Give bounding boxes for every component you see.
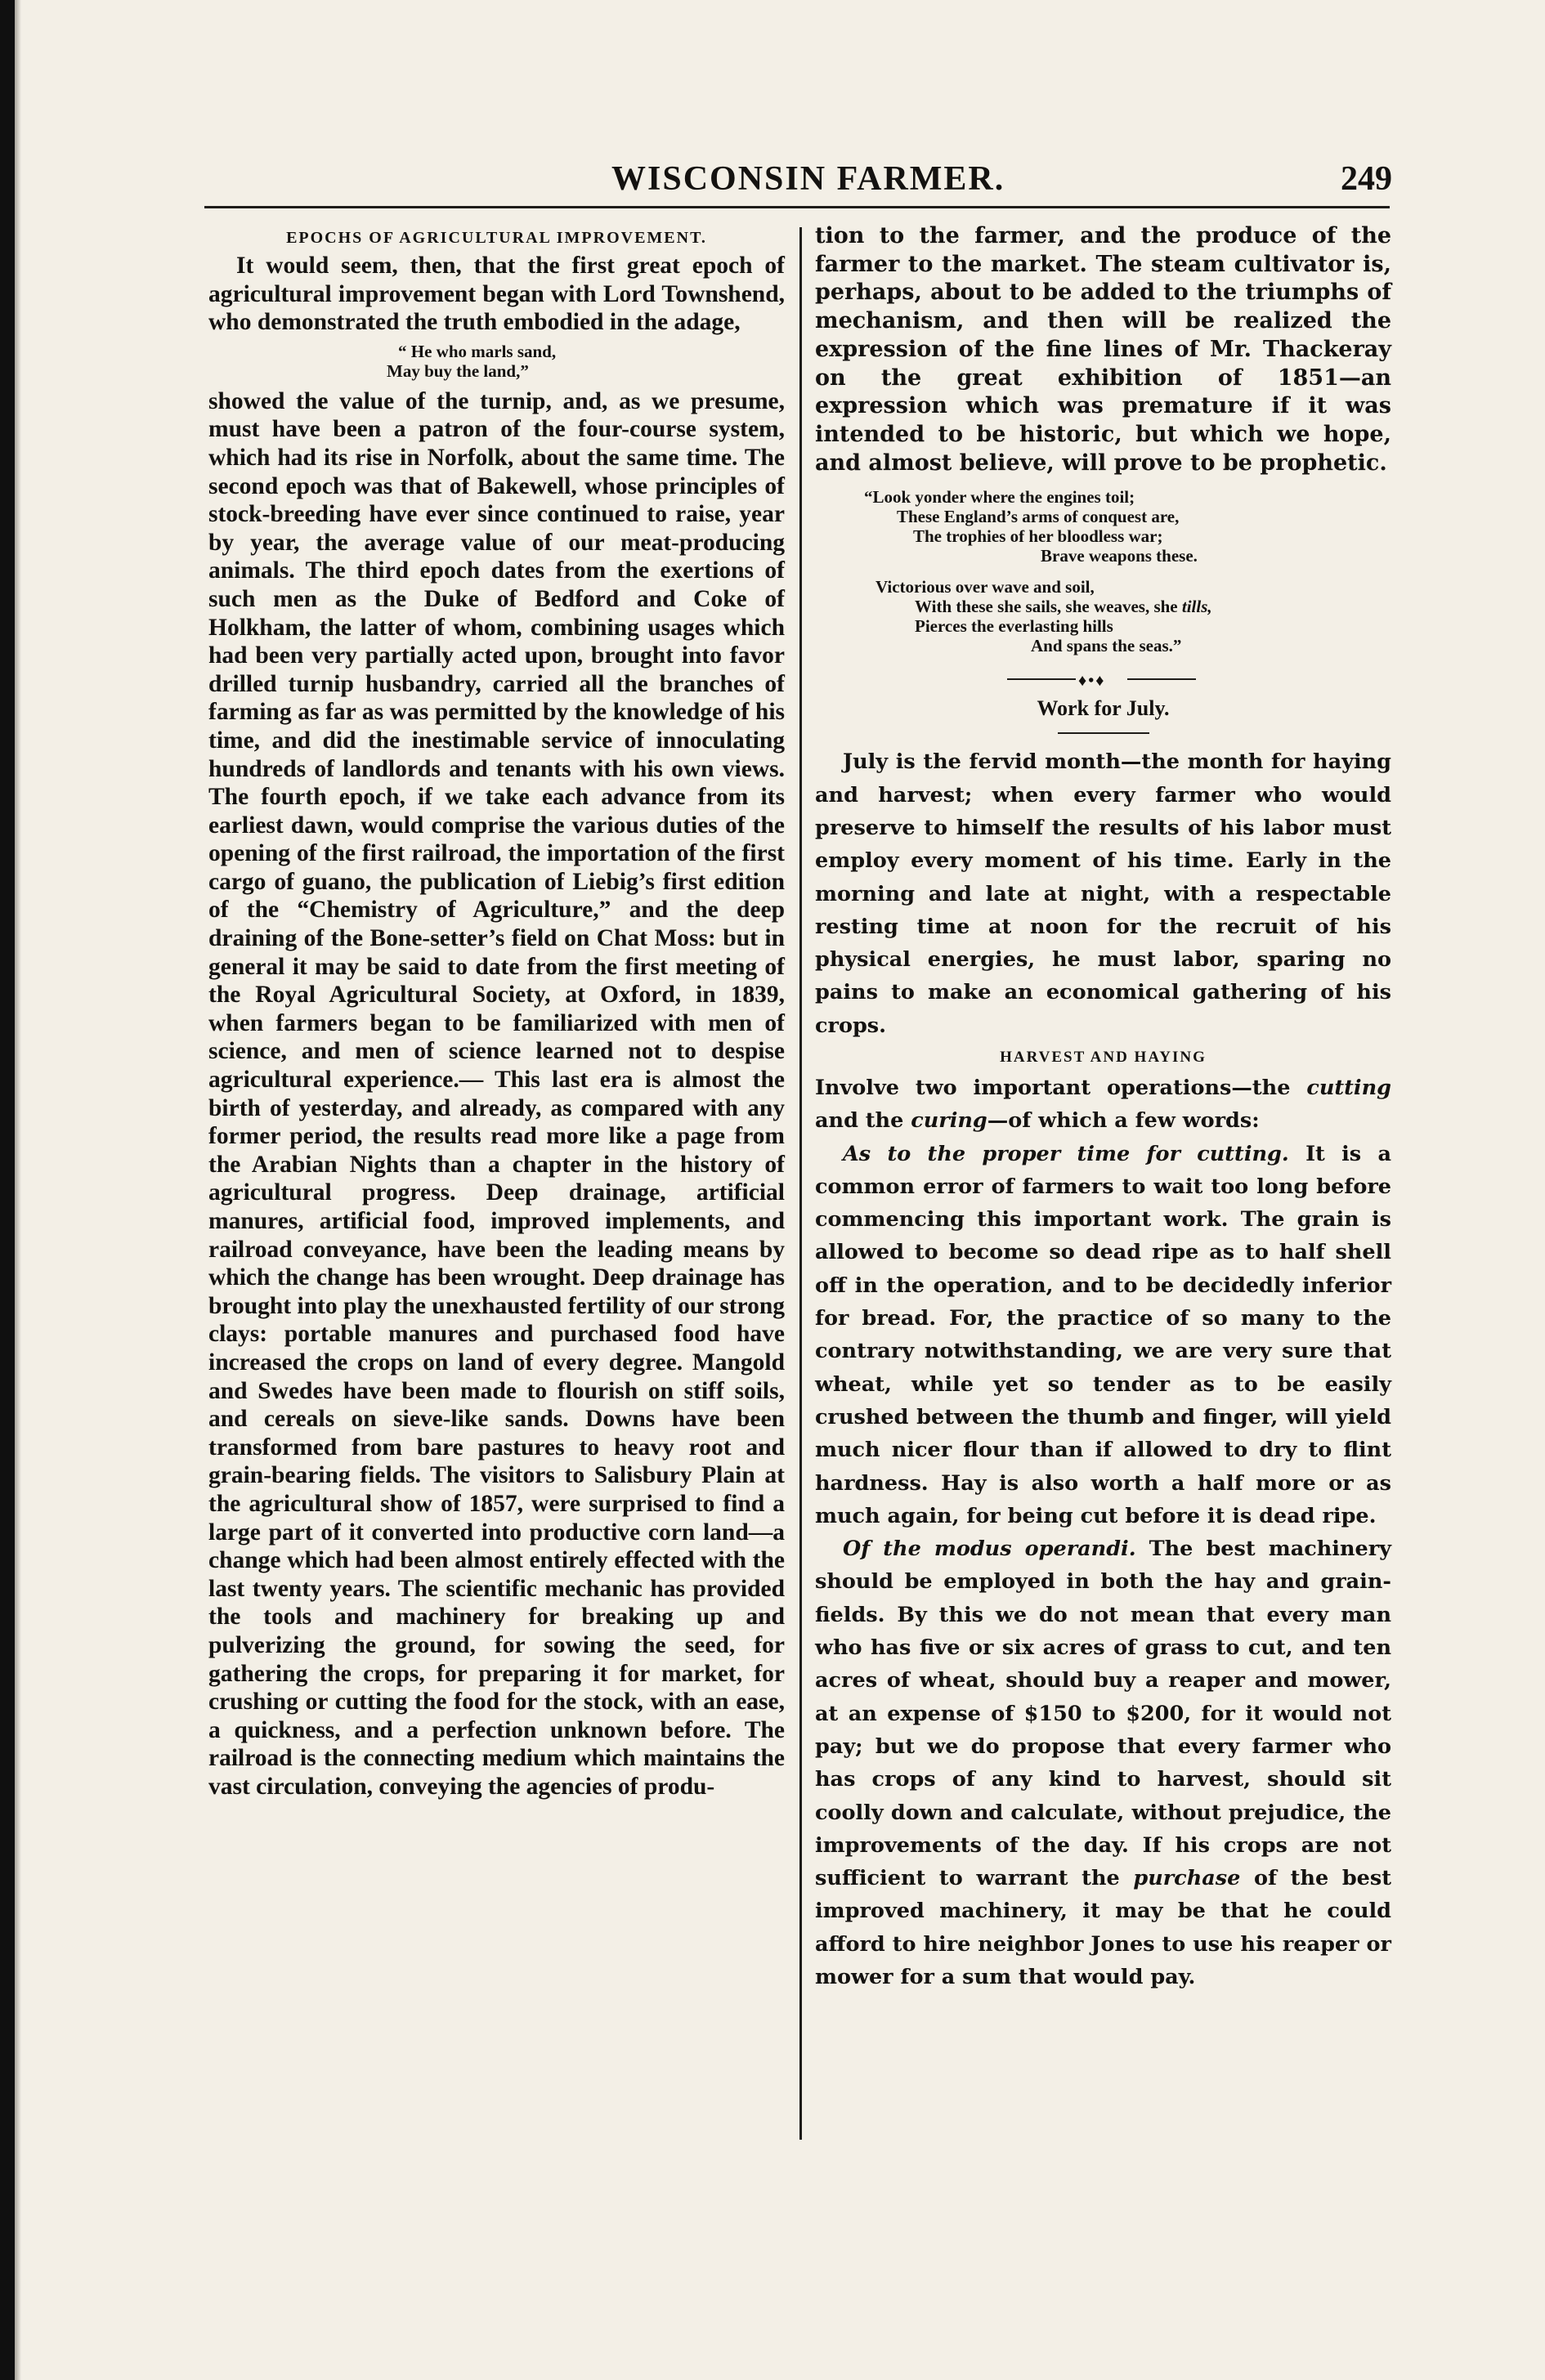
poem-line: The trophies of her bloodless war; <box>913 526 1163 547</box>
italic-lead: Of the modus operandi. <box>843 1537 1136 1562</box>
poem-text: With these she sails, she weaves, she <box>915 597 1182 617</box>
page-number: 249 <box>1341 160 1392 198</box>
body-paragraph: showed the value of the turnip, and, as we presume, must have been a patron of the four-course system, which had its rise in Norfolk, about the same time. The second epoch was that of Bakewell, whose principles of stock-breeding have ever since continued to raise, year by year, the average value of our meat-producing animals. The third epoch dates from the exertions of such men as the Duke of Bedford and Coke of Holkham, the latter of whom, combining usages which had been very partially acted upon, brought into favor drilled turnip husbandry, carried all the branches of farming as far as was permitted by the knowledge of his time, and did the inestimable service of innoculating hundreds of landlords and tenants with his own views. The fourth epoch, if we take each advance from its earliest dawn, would comprise the various duties of the opening of the first railroad, the importation of the first cargo of guano, the publication of Liebig’s first edition of the “Chemistry of Agriculture,” and the deep draining of the Bone-setter’s field on Chat Moss: but in general it may be said to date from the first meeting of the Royal Agricultural Society, at Oxford, in 1839, when farmers began to be familiarized with men of science, and men of science learned not to despise agricultural experience.— This last era is almost the birth of yesterday, and already, as compared with any former period, the results read more like a page from the Arabian Nights than a chapter in the history of agricultural progress. Deep drainage, artificial manures, artificial food, improved implements, and railroad conveyance, have been the leading means by which the change has been wrought. Deep drainage has brought into play the unexhausted fertility of our strong clays: portable manures and purchased food have increased the crops on land of every degree. Mangold and Swedes have been made to flourish on stiff soils, and cereals on sieve-like sands. Downs have been transformed from bare pastures to heavy root and grain-bearing fields. The visitors to Salisbury Plain at the agricultural show of 1857, were surprised to find a large part of it converted into productive corn land—a change which had been almost entirely effected with the last twenty years. The scientific mechanic has provided the tools and machinery for breaking up and pulverizing the ground, for sowing the seed, for gathering the crops, for preparing it for market, for crushing or cutting the food for the stock, with an ease, a quickness, and a perfection unknown before. The railroad is the connecting medium which maintains the vast circulation, conveying the agencies of produ- <box>208 387 785 1800</box>
ornament-line-right <box>1127 678 1196 680</box>
text-run: of the best improved machinery, it may be that he could afford to hire neighbor Jones to use his reaper or mower for a sum that would pay. <box>815 1866 1392 1990</box>
thackeray-poem <box>815 487 1391 655</box>
running-header-title: WISCONSIN FARMER. <box>611 160 1005 198</box>
text-run: —of which a few words: <box>987 1108 1260 1134</box>
header-rule <box>204 206 1390 208</box>
proper-time-paragraph <box>815 1138 1391 1533</box>
intro-paragraph: It would seem, then, that the first great epoch of agricultural improvement began with Lord Townshend, who demonstrated the truth embodied in the adage, <box>208 253 785 336</box>
column-divider <box>799 227 802 2140</box>
section-title: EPOCHS OF AGRICULTURAL IMPROVEMENT. <box>286 229 707 247</box>
right-column <box>815 222 1391 1993</box>
poem-line: These England’s arms of conquest are, <box>897 507 1180 527</box>
poem-line: Pierces the everlasting hills <box>915 616 1113 637</box>
poem-line <box>815 597 1391 616</box>
poem-line: “Look yonder where the engines toil; <box>864 487 1135 508</box>
left-column <box>208 222 785 1801</box>
subhead-harvest: HARVEST AND HAYING <box>1000 1049 1207 1066</box>
adage-quote <box>208 342 785 381</box>
italic-cutting: cutting <box>1306 1076 1391 1100</box>
poem-italic-word: tills, <box>1181 597 1212 617</box>
ornament-line-left <box>1007 678 1076 680</box>
ornament-glyph: ♦•♦ <box>1078 672 1106 691</box>
text-run: The best machinery should be employed in both the hay and grain-fields. By this we do not mean that every man who has five or six acres of grass to cut, and ten acres of wheat, should buy a reaper and mower, at an expense of $150 to $200, for it would not pay; but we do propose that every farmer who has crops of any kind to harvest, should sit coolly down and calculate, without prejudice, the improvements of the day. If his crops are not sufficient to warrant the <box>815 1537 1391 1891</box>
text-run: and the <box>815 1108 911 1134</box>
adage-line-1: “ He who marls sand, <box>398 341 557 361</box>
italic-curing: curing <box>911 1108 987 1134</box>
poem-line: Victorious over wave and soil, <box>876 577 1095 597</box>
article-title: Work for July. <box>1037 696 1170 721</box>
poem-line: Brave weapons these. <box>1041 546 1198 566</box>
continuation-paragraph: tion to the farmer, and the produce of the farmer to the market. The steam cultivator is, perhaps, about to be added to the triumphs of mechanism, and then will be realized the expression of the fine lines of Mr. Thackeray on the great exhibition of 1851—an expression which was premature if it was intended to be historic, but which we hope, and almost believe, will prove to be prophetic. <box>815 223 1391 476</box>
poem-line: And spans the seas.” <box>1031 636 1182 656</box>
title-rule <box>1058 732 1149 734</box>
page-fold-shadow <box>15 0 21 2380</box>
adage-line-2: May buy the land,” <box>387 360 529 381</box>
italic-lead: As to the proper time for cutting. <box>843 1141 1289 1166</box>
july-paragraph: July is the fervid month—the month for haying and harvest; when every farmer who would preserve to himself the results of his labor must employ every moment of his time. Early in the morning and late at night, with a respectable resting time at noon for the recruit of his physical energies, he must labor, sparing no pains to make an economical gathering of his crops. <box>815 749 1391 1038</box>
text-run: It is a common error of farmers to wait too long before commencing this important work. The grain is allowed to become so dead ripe as to half shell off in the operation, and to be decidedly inferior for bread. For, the practice of so many to the contrary notwithstanding, we are very sure that wheat, while yet so tender as to be easily crushed between the thumb and finger, will yield much nicer flour than if allowed to dry to flint hardness. Hay is also worth a half more or as much again, for being cut before it is dead ripe. <box>815 1141 1391 1528</box>
operations-paragraph <box>815 1071 1391 1138</box>
modus-operandi-paragraph <box>815 1532 1391 1993</box>
ornament-divider <box>815 669 1391 690</box>
italic-purchase: purchase <box>1133 1866 1241 1891</box>
text-run: Involve two important operations—the <box>815 1076 1307 1100</box>
scan-edge <box>0 0 15 2380</box>
